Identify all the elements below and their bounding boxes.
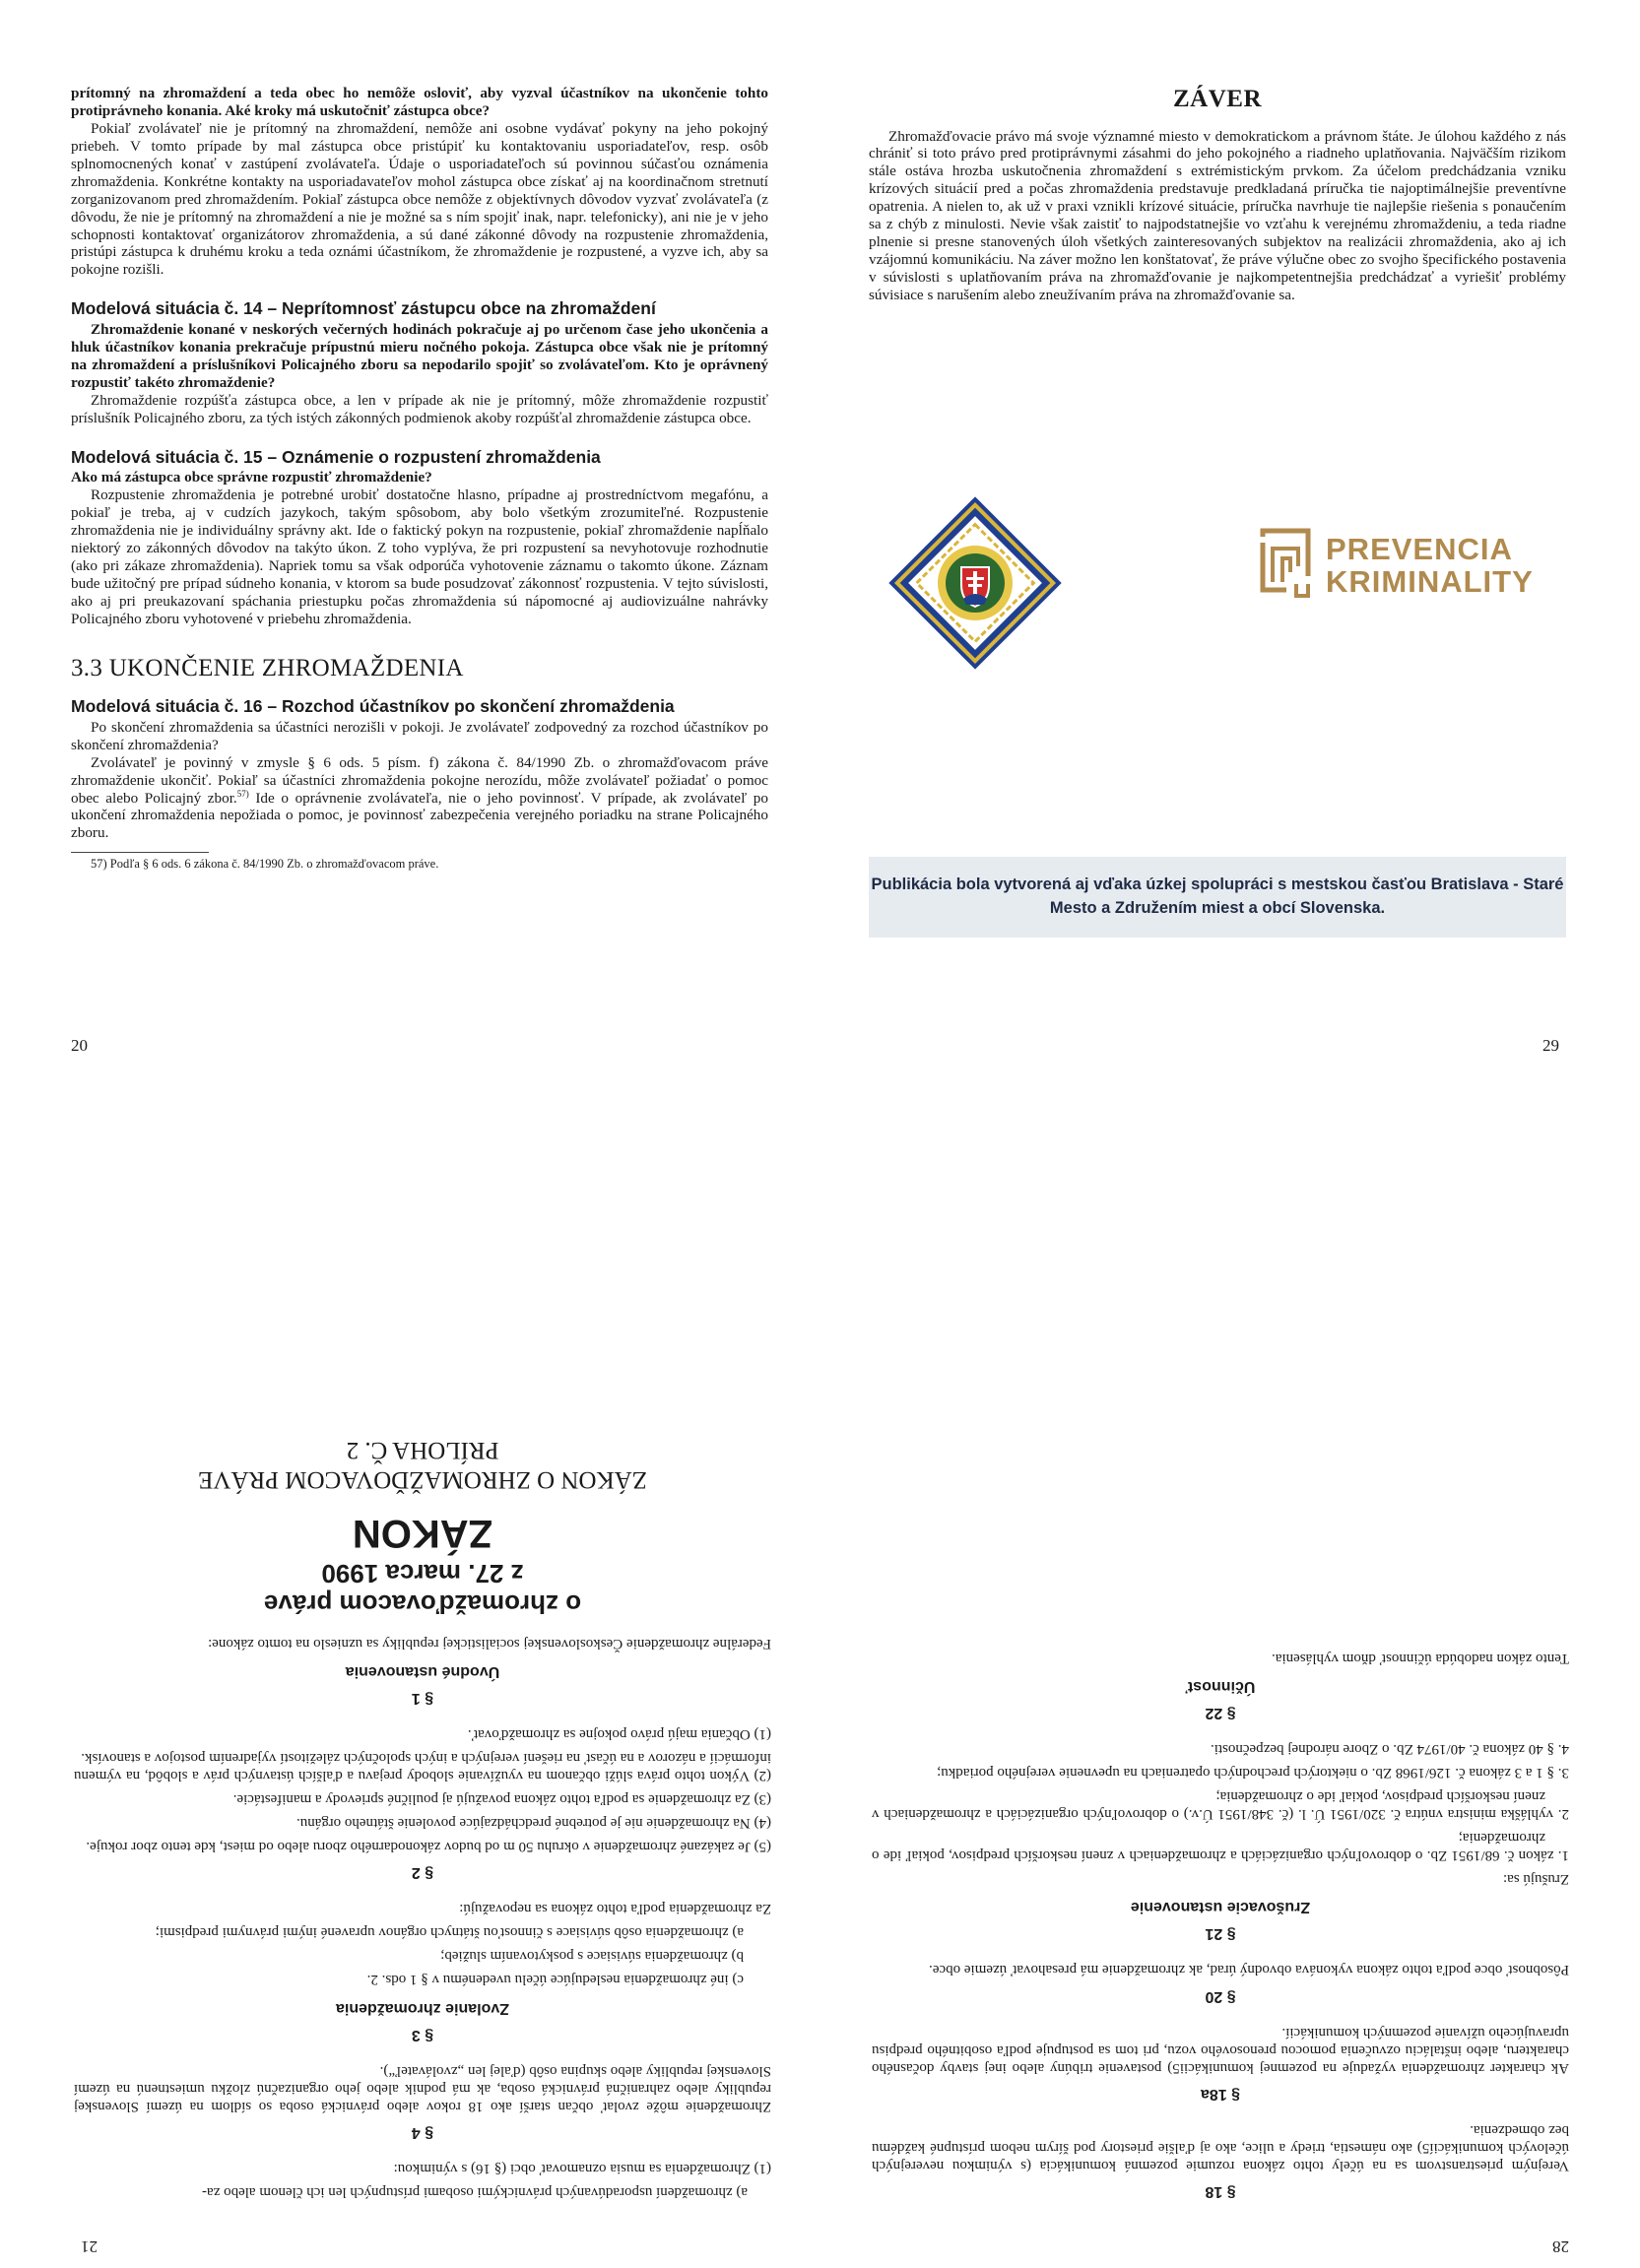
situation-14-heading: Modelová situácia č. 14 – Neprítomnosť zástupcu obce na zhromaždení xyxy=(71,298,656,319)
law-page-28 xyxy=(872,1650,1569,2201)
situation-15-question: Ako má zástupca obce správne rozpustiť zhromaždenie? xyxy=(71,469,432,486)
situation-16-paragraph: Zvolávateľ je povinný v zmysle § 6 ods. 5 písm. f) zákona č. 84/1990 Zb. o zhromažďovacom práve zhromaždenie ukončiť. Pokiaľ sa účastníci zhromaždenia pokojne nerozídu, môže zvolávateľ požiadať o pomoc obec alebo Policajný zbor.$^{57)}$ Ide o oprávnenie zvolávateľa, nie o jeho povinnosť. V prípade, ak zvolávateľ po ukončení zhromaždenia nepožiada o pomoc, je povinnosť zabezpečenia verejného poriadku na strane Policajného zboru. xyxy=(71,753,768,842)
appendix-subtitle: ZÁKON O ZHROMAŽĎOVACOM PRÁVE xyxy=(198,1466,647,1494)
intro-question: prítomný na zhromaždení a teda obec ho nemôže osloviť, aby vyzval účastníkov na ukončenie tohto protiprávneho konania. Aké kroky má uskutočniť zástupca obce? xyxy=(71,85,768,119)
situation-15-paragraph: Rozpustenie zhromaždenia je potrebné urobiť dostatočne hlasno, prípadne aj prostredníctvom megafónu, a pokiaľ je treba, aj v cudzích jazykoch, takým spôsobom, aby bolo všetkým zrozumiteľné. Rozpustenie zhromaždenia nie je individuálny správny akt. Ide o faktický pokyn na rozpustenie, pokiaľ zhromaždenie napĺňalo niektorý zo zákonných dôvodov na takýto úkon. Z toho vyplýva, že pri rozpustení sa nevyhotovuje rozhodnutie (ako pri zákaze zhromaždenia). Napriek tomu sa však odporúča vyhotovenie záznamu o takomto úkone. Záznam bude užitočný pre prípad súdneho konania, v ktorom sa bude posudzovať zákonnosť rozpustenia. V tejto súvislosti, ako aj pri preukazovaní spáchania priestupku počas zhromaždenia sú nápomocné aj audiovizuálne nahrávky Policajného zboru vyhotovené v priebehu zhromaždenia. xyxy=(71,486,768,627)
section-18a: § 18a xyxy=(1200,2085,1241,2103)
section-21: § 21 xyxy=(1205,1925,1236,1943)
section-2: § 2 xyxy=(411,1864,434,1882)
preamble: Federálne zhromaždenie Československej socialistickej republiky sa uznieslo na tomto zákone: xyxy=(208,1635,771,1652)
ministry-emblem-logo xyxy=(883,490,1068,676)
repeal-item-3: 3. § 1 a 3 zákona č. 126/1968 Zb. o niektorých prechodných opatreniach na upevnenie verejného poriadku; xyxy=(937,1765,1569,1782)
repeal-heading: Zrušovacie ustanovenie xyxy=(1130,1899,1311,1916)
conclusion-paragraph: Zhromažďovacie právo má svoje významné miesto v demokratickom a právnom štáte. Je úlohou každého z nás chrániť si toto právo pred protiprávnymi zásahmi do jeho pokojného a riadneho uplatňovania. Najväčším rizikom stále ostáva hrozba uskutočnenia zhromaždení s extrémistickým prvkom. Za účelom predchádzania vzniku krízových situácií pred a počas zhromaždenia predstavuje predkladaná príručka tie najoptimálnejšie preventívne opatrenia. A nielen to, ak už v praxi vznikli krízové situácie, príručka navrhuje tie najlepšie riešenia s ponaučením sa z chýb z minulosti. Nevie však zaistiť to najpodstatnejšie vo vzťahu k verejnému zhromaždeniu, a teda riadne plnenie si presne stanovených úloh všetkých zainteresovaných subjektov na realizácii zhromaždenia, ako aj ich vzájomnú komunikáciu. Na záver možno len konštatovať, že práve výlučne obec zo svojho špecifického postavenia v súvislosti s uplatňovaním práva na zhromažďovanie je najkompetentnejšia predchádzať a vyriešiť problémy súvisiace s narušením alebo zneužívaním práva na zhromažďovanie sa. xyxy=(869,127,1566,303)
repeal-item-2: 2. vyhláška ministra vnútra č. 320/1951 Ú. l. (č. 348/1951 Ú.v.) o dobrovoľných organizáciách a zhromaždeniach v znení neskorších predpisov, pokiaľ ide o zhromaždenia; xyxy=(872,1788,1569,1823)
introductory-heading: Úvodné ustanovenia xyxy=(345,1663,500,1681)
section-20-text: Pôsobnosť obce podľa tohto zákona vykonáva obvodný úrad, ak zhromaždenie má presahovať územie obce. xyxy=(929,1962,1569,1978)
section-2-item-c: c) iné zhromaždenia nesledujúce účelu uvedenému v § 1 ods. 2. xyxy=(366,1972,744,1988)
effectiveness-heading: Účinnosť xyxy=(1185,1677,1256,1695)
footnote-ref: 57) xyxy=(236,788,249,799)
section-2-item-b: b) zhromaždenia súvisiace s poskytovaním služieb; xyxy=(440,1948,744,1965)
upside-down-spread xyxy=(0,1123,1640,2268)
section-18: § 18 xyxy=(1205,2183,1236,2200)
section-18a-text: Ak charakter zhromaždenia vyžaduje na pozemnej komunikácii5) postavenie tribúny alebo inej stavby dočasného charakteru, alebo inštaláciu ozvučenia pomocou prenosového vozu, pri tom sa postupuje podľa osobitného predpisu upravujúceho užívanie pozemných komunikácií. xyxy=(872,2024,1569,2076)
footnote: 57) Podľa § 6 ods. 6 zákona č. 84/1990 Zb. o zhromažďovacom práve. xyxy=(91,857,439,872)
section-1-par-5: (5) Je zakázané zhromaždenie v okruhu 50 m od budov zákonodarného zboru alebo od miest, kde tento zbor rokuje. xyxy=(86,1839,771,1855)
section-18-text: Verejným priestranstvom sa na účely tohto zákona rozumie pozemná komunikácia (s výnimkou neverejných účelových komunikácií5) ako námestia, triedy a ulice, ako aj ďalšie priestory pod šírym nebom prístupné každému bez obmedzenia. xyxy=(872,2121,1569,2173)
section-1: § 1 xyxy=(411,1690,434,1708)
convening-heading: Zvolanie zhromaždenia xyxy=(335,1999,510,2017)
section-4-text: (1) Zhromaždenia sa musia oznamovať obci (§ 16) s výnimkou: xyxy=(393,2161,771,2176)
repeal-item-4: 4. § 40 zákona č. 40/1974 Zb. o Zbore národnej bezpečnosti. xyxy=(1210,1741,1569,1758)
section-1-par-4: (4) Na zhromaždenie nie je potrebné predchádzajúce povolenie štátneho orgánu. xyxy=(295,1815,771,1832)
prevencia-kriminality-logo xyxy=(1326,534,1534,598)
logo-line-1: PREVENCIA xyxy=(1326,532,1513,566)
section-20: § 20 xyxy=(1205,1987,1236,2005)
acknowledgement-text: Publikácia bola vytvorená aj vďaka úzkej spolupráci s mestskou časťou Bratislava - Staré Mesto a Združením miest a obcí Slovenska. xyxy=(871,875,1564,917)
section-1-par-3: (3) Za zhromaždenie sa podľa tohto zákona považujú aj pouličné sprievody a manifestácie. xyxy=(232,1791,771,1808)
section-1-par-2: (2) Výkon tohto práva slúži občanom na využívanie slobody prejavu a ďalších ústavných práv a slobôd, na výmenu informácií a názorov a na účasť na riešení verejných a iných spoločných záležitostí vyjadrením postojov a stanovísk. xyxy=(74,1750,771,1784)
section-2-text: Za zhromaždenia podľa tohto zákona sa nepovažujú: xyxy=(459,1901,771,1917)
left-page-body xyxy=(71,85,768,872)
page-number-20: 20 xyxy=(71,1036,88,1055)
appendix-title: PRÍLOHA Č. 2 xyxy=(346,1437,499,1464)
situation-14-paragraph: Zhromaždenie rozpúšťa zástupca obce, a len v prípade ak nie je prítomný, môže zhromaždenie rozpustiť príslušník Policajného zboru, za tých istých zákonných podmienok akoby rozpúšťal zhromaždenie zástupca obce. xyxy=(71,391,768,426)
section-2-item-a: a) zhromaždenia osôb súvisiace s činnosťou štátnych orgánov upravené inými právnymi predpismi; xyxy=(155,1924,744,1941)
law-title: ZÁKON xyxy=(352,1512,493,1556)
situation-16-heading: Modelová situácia č. 16 – Rozchod účastníkov po skončení zhromaždenia xyxy=(71,696,675,717)
fingerprint-icon xyxy=(1257,527,1314,600)
section-4: § 4 xyxy=(411,2124,434,2141)
logo-line-2: KRIMINALITY xyxy=(1326,563,1534,599)
law-about: o zhromažďovacom práve xyxy=(263,1588,582,1619)
situation-14-question: Zhromaždenie konané v neskorých večerných hodinách pokračuje aj po určenom čase jeho ukončenia a hluk účastníkov konania prekračuje prípustnú mieru nočného pokoja. Zástupca obce však nie je prítomný na zhromaždení a príslušníkovi Policajného zboru sa nepodarilo spojiť so zvolávateľom. Kto je oprávnený rozpustiť takéto zhromaždenie? xyxy=(71,320,768,391)
footnote-rule xyxy=(71,852,209,853)
situation-16-question: Po skončení zhromaždenia sa účastníci nerozišli v pokoji. Je zvolávateľ zodpovedný za rozchod účastníkov po skončení zhromaždenia? xyxy=(71,718,768,753)
right-page-body xyxy=(869,85,1566,304)
repeal-intro: Zrušujú sa: xyxy=(1502,1871,1569,1888)
effectiveness-text: Tento zákon nadobúda účinnosť dňom vyhlásenia. xyxy=(1272,1650,1569,1666)
intro-paragraph: Pokiaľ zvolávateľ nie je prítomný na zhromaždení, nemôže ani osobne vydávať pokyny na jeho pokojný priebeh. V tomto prípade by mal zástupca obce pristúpiť ku kontaktovaniu usporiadateľov, resp. osôb splnomocnených konať v zastúpení zvolávateľa. Údaje o usporiadateľoch sú povinnou súčasťou oznámenia zhromaždenia. Konkrétne kontakty na usporiadavateľov mohol zástupca obce získať aj na koordinačnom stretnutí zorganizovanom pred zhromaždením. Pokiaľ zástupca obce nemôže z objektívnych dôvodov vyzvať zvolávateľa (z dôvodu, že nie je prítomný na zhromaždení a nie je možné sa s ním spojiť inak, napr. telefonicky), ani nie je v jeho schopnosti kontaktovať organizátorov zhromaždenia, a sú dané zákonné dôvody na rozpustenie zhromaždenia, pristúpi zástupca k druhému kroku a teda oznámi účastníkom, že zhromaždenie je rozpustené, a vyzve ich, aby sa pokojne rozišli. xyxy=(71,119,768,279)
section-1-par-1: (1) Občania majú právo pokojne sa zhromažďovať. xyxy=(467,1726,771,1743)
page-number-28: 28 xyxy=(1552,2237,1569,2256)
section-3-text: Zhromaždenie môže zvolať občan starší ako 18 rokov alebo právnická osoba so sídlom na území Slovenskej republiky alebo zahraničná právnická osoba, ak má podnik alebo jeho organizačnú zložku umiestnenú na území Slovenskej republiky alebo skupina osôb (ďalej len „zvolávateľ“). xyxy=(74,2062,771,2114)
page-number-29: 29 xyxy=(1542,1036,1559,1055)
section-3-3-heading: 3.3 UKONČENIE ZHROMAŽDENIA xyxy=(71,654,464,681)
acknowledgement-banner xyxy=(869,857,1566,938)
section-22: § 22 xyxy=(1205,1705,1236,1722)
law-date: z 27. marca 1990 xyxy=(321,1558,524,1588)
repeal-item-1: 1. zákon č. 68/1951 Zb. o dobrovoľných organizáciách a zhromaždeniach v znení neskorších predpisov, pokiaľ ide o zhromaždenia; xyxy=(872,1830,1569,1864)
page-number-21: 21 xyxy=(81,2237,98,2256)
law-page-21 xyxy=(74,1436,771,2202)
situation-15-heading: Modelová situácia č. 15 – Oznámenie o rozpustení zhromaždenia xyxy=(71,446,601,467)
section-4-item-a: a) zhromaždení usporadúvaných právnickými osobami prístupných len ich členom alebo za- xyxy=(202,2184,748,2200)
section-3: § 3 xyxy=(411,2026,434,2043)
conclusion-title: ZÁVER xyxy=(1172,86,1262,112)
